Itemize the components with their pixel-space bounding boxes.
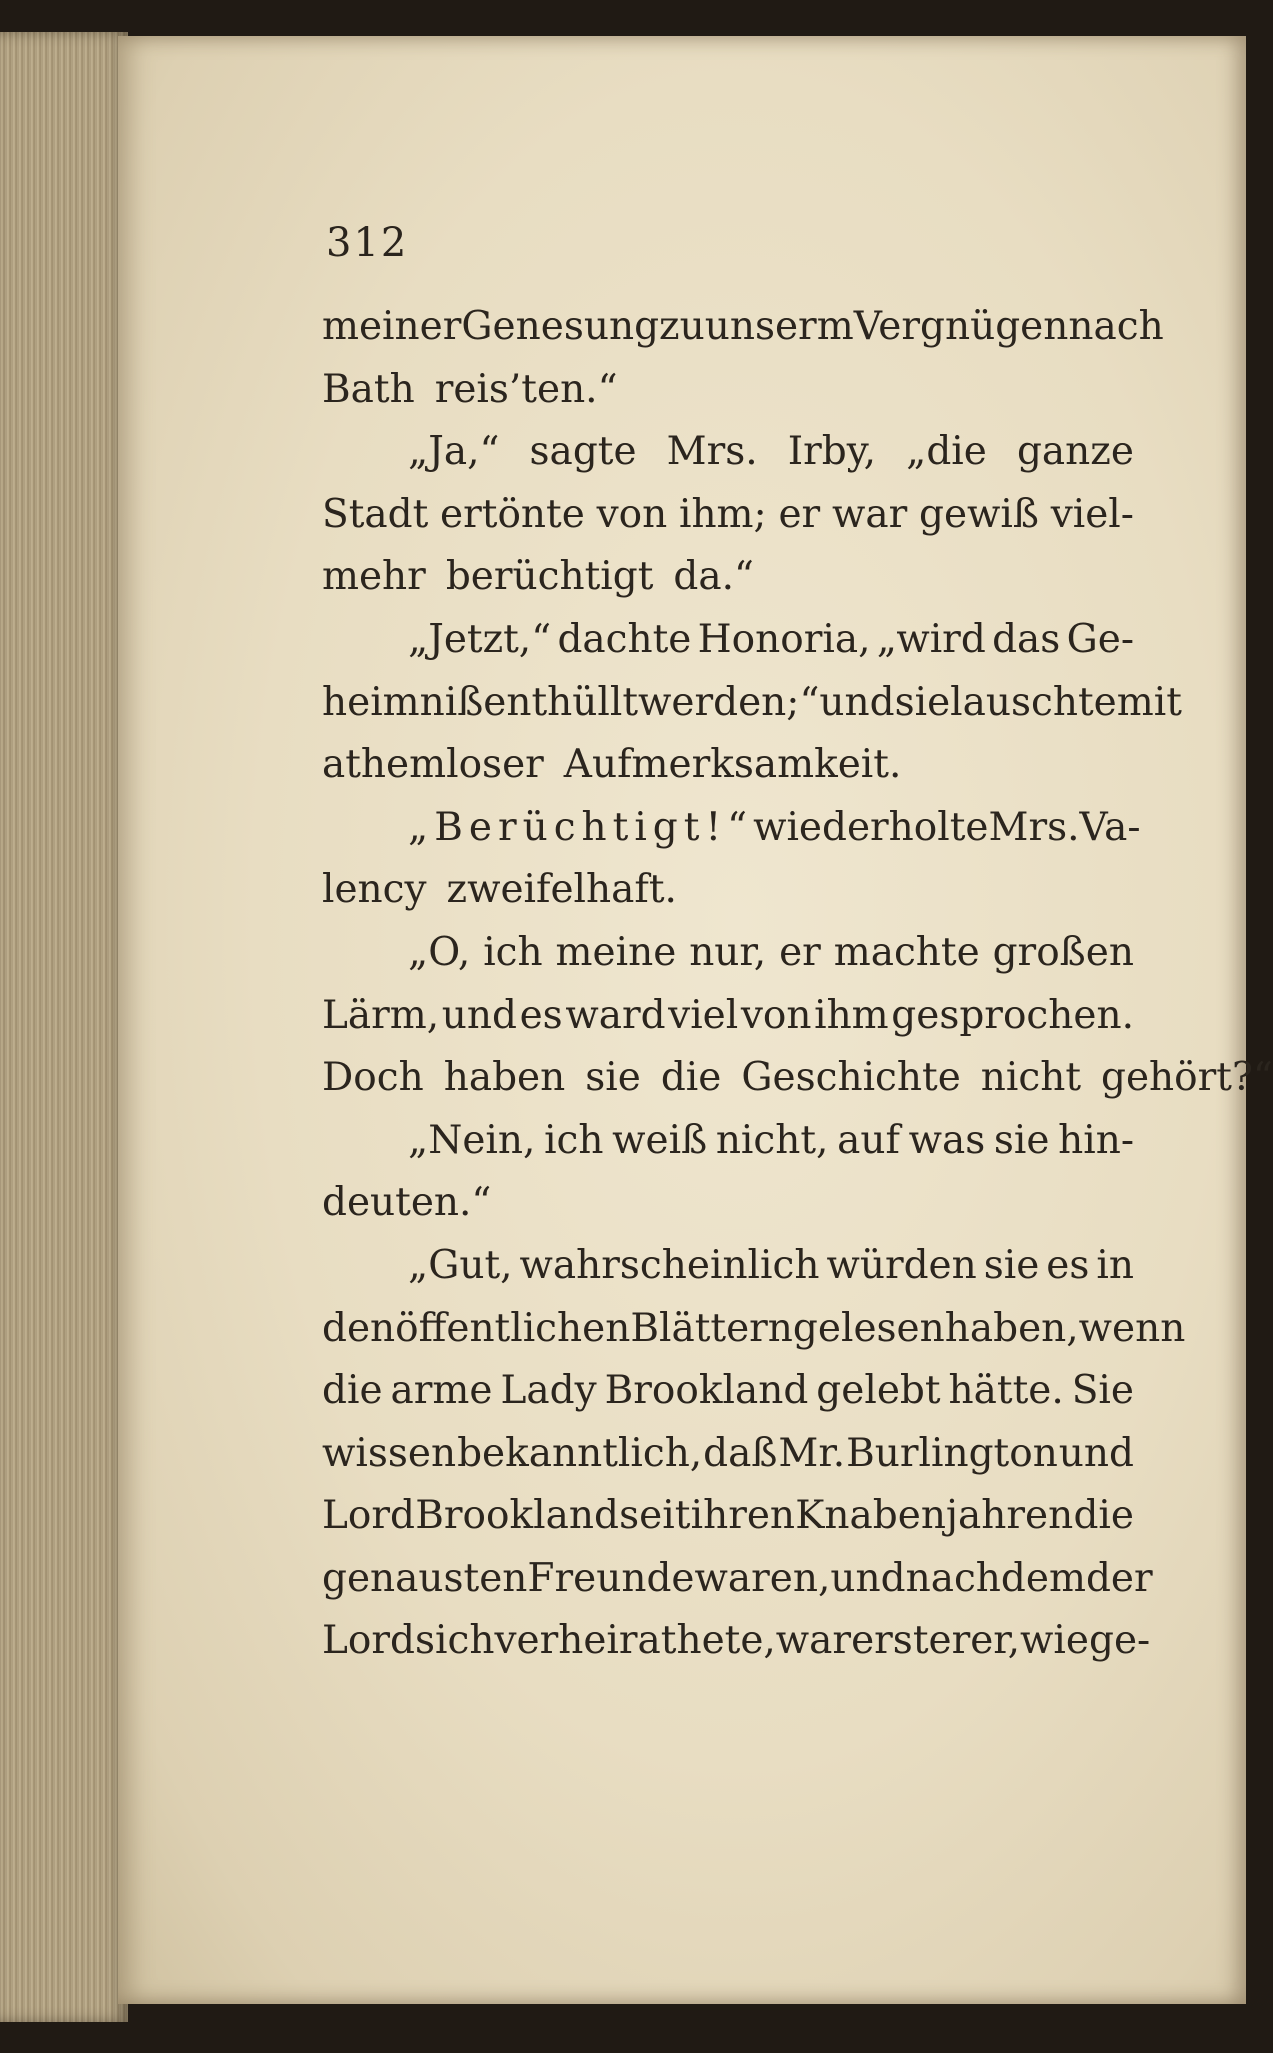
word: Sie <box>1071 1368 1134 1414</box>
word: nicht, <box>715 1117 829 1163</box>
word: und <box>819 679 895 725</box>
word: es <box>519 992 563 1038</box>
text-line <box>322 859 1134 922</box>
text-line <box>322 797 1141 860</box>
word: wiederholte <box>753 804 989 850</box>
word: Doch <box>322 1055 424 1101</box>
text-line <box>322 734 1134 797</box>
word: hin- <box>1058 1117 1134 1163</box>
word: da.“ <box>673 554 754 600</box>
word: Freunde <box>527 1555 695 1601</box>
word: „Jetzt,“ <box>408 616 552 662</box>
text-line <box>322 421 1134 484</box>
word: gesprochen. <box>891 992 1134 1038</box>
word: er <box>779 929 821 975</box>
word: lency <box>322 867 427 913</box>
word: viel- <box>1050 491 1134 537</box>
word: die <box>322 1368 383 1414</box>
text-line <box>322 1172 1134 1235</box>
word: wahrscheinlich <box>519 1242 820 1288</box>
word: gewiß <box>919 491 1039 537</box>
text-line <box>322 1548 1153 1611</box>
word: nach <box>1068 304 1164 349</box>
word: viel <box>668 992 739 1038</box>
word: Mr. <box>778 1430 846 1476</box>
word: sich <box>415 1618 495 1664</box>
word: athemloser <box>322 742 544 788</box>
word: Lady <box>500 1368 597 1414</box>
word: wenn <box>1078 1305 1186 1351</box>
text-line <box>322 609 1134 672</box>
word: das <box>992 616 1061 662</box>
word: nicht <box>980 1055 1082 1101</box>
word: seit <box>619 1493 691 1539</box>
word: „die <box>906 429 987 475</box>
word: Blättern <box>630 1305 793 1351</box>
word: berüchtigt <box>445 554 654 600</box>
word: dachte <box>557 616 692 662</box>
text-line <box>322 985 1134 1048</box>
word: ihm; <box>678 491 767 537</box>
word: verheirathete, <box>494 1618 776 1664</box>
word: sagte <box>529 429 637 475</box>
word: „O, <box>408 929 471 975</box>
word: die <box>660 1055 722 1101</box>
word: lauschte <box>950 679 1117 725</box>
word: den <box>322 1305 396 1351</box>
word: mehr <box>322 554 426 600</box>
word: war <box>775 1618 852 1664</box>
word: gelebt <box>816 1368 941 1414</box>
word: genausten <box>322 1555 528 1601</box>
word: reis’ten.“ <box>434 366 618 412</box>
word: ich <box>483 929 543 975</box>
word: bekanntlich, <box>457 1430 703 1476</box>
word: heimniß <box>322 679 484 725</box>
word: deuten.“ <box>322 1180 492 1226</box>
word: Bath <box>322 366 415 412</box>
word: in <box>1096 1242 1134 1288</box>
word: Geschichte <box>741 1055 961 1101</box>
word: war <box>831 491 908 537</box>
word: werden;“ <box>638 679 820 725</box>
word: wie <box>1020 1618 1089 1664</box>
word: „Gut, <box>408 1242 513 1288</box>
word: Genesung <box>461 304 660 349</box>
word: ihren <box>690 1493 796 1539</box>
word: gehört?“ <box>1101 1055 1273 1101</box>
word: der <box>1085 1555 1153 1601</box>
word: und <box>830 1555 906 1601</box>
word: großen <box>992 929 1134 975</box>
word: er <box>778 491 821 537</box>
word: Va- <box>1079 804 1141 850</box>
word: zu <box>659 304 705 349</box>
word: auf <box>837 1117 900 1163</box>
word: waren, <box>694 1555 831 1601</box>
word: ersterer, <box>851 1618 1021 1664</box>
word: haben <box>443 1055 566 1101</box>
word: Ge- <box>1066 616 1134 662</box>
text-line <box>322 1485 1134 1548</box>
word: Vergnügen <box>853 304 1069 349</box>
word: es <box>1046 1242 1090 1288</box>
text-line <box>322 1047 1273 1110</box>
word: sie <box>894 679 951 725</box>
text-line <box>322 359 1134 422</box>
word: „Nein, <box>408 1117 536 1163</box>
word: Aufmerksamkeit. <box>563 742 902 788</box>
word: was <box>908 1117 986 1163</box>
word: sie <box>983 1242 1040 1288</box>
word: arme <box>390 1368 493 1414</box>
word: ward <box>565 992 666 1038</box>
page-edges <box>0 32 128 2022</box>
word: ertönte <box>440 491 585 537</box>
word: sie <box>993 1117 1050 1163</box>
text-line <box>322 546 1134 609</box>
word: Mrs. <box>988 804 1080 850</box>
word: öffentlichen <box>395 1305 631 1351</box>
word: meine <box>555 929 677 975</box>
word: „Berüchtigt!“ <box>408 804 754 850</box>
text-line <box>322 296 1164 359</box>
word: würden <box>826 1242 977 1288</box>
word: hätte. <box>948 1368 1064 1414</box>
word: meiner <box>322 304 462 349</box>
text-line <box>322 1423 1134 1486</box>
body-text <box>322 296 1273 1673</box>
word: Lord <box>322 1618 415 1664</box>
word: nachdem <box>905 1555 1086 1601</box>
word: und <box>441 992 517 1038</box>
word: mit <box>1116 679 1182 725</box>
word: Honoria, <box>697 616 871 662</box>
text-line <box>322 1235 1134 1298</box>
word: von <box>740 992 812 1038</box>
text-line <box>322 1610 1151 1673</box>
word: zweifelhaft. <box>446 867 677 913</box>
word: Lord <box>322 1493 415 1539</box>
word: enthüllt <box>483 679 639 725</box>
word: weiß <box>612 1117 708 1163</box>
word: Knabenjahren <box>795 1493 1074 1539</box>
word: und <box>1058 1430 1134 1476</box>
page-number: 312 <box>326 220 409 266</box>
text-line <box>322 484 1134 547</box>
word: ge- <box>1088 1618 1151 1664</box>
word: Brookland <box>604 1368 809 1414</box>
word: gelesen <box>792 1305 945 1351</box>
word: Burlington <box>846 1430 1058 1476</box>
word: wissen <box>322 1430 457 1476</box>
word: Lärm, <box>322 992 440 1038</box>
word: „wird <box>876 616 986 662</box>
word: von <box>596 491 668 537</box>
word: machte <box>833 929 980 975</box>
word: nur, <box>689 929 767 975</box>
word: Stadt <box>322 491 429 537</box>
text-line <box>322 1360 1134 1423</box>
word: „Ja,“ <box>408 429 500 475</box>
text-line <box>322 672 1182 735</box>
word: Mrs. <box>666 429 758 475</box>
word: haben, <box>944 1305 1079 1351</box>
word: Brookland <box>415 1493 619 1539</box>
word: die <box>1073 1493 1134 1539</box>
text-line <box>322 1298 1186 1361</box>
word: ganze <box>1016 429 1134 475</box>
text-line <box>322 1110 1134 1173</box>
word: ich <box>544 1117 604 1163</box>
word: ihm <box>814 992 889 1038</box>
word: Irby, <box>787 429 877 475</box>
text-line <box>322 922 1134 985</box>
word: unserm <box>704 304 854 349</box>
word: daß <box>703 1430 778 1476</box>
word: sie <box>585 1055 641 1101</box>
